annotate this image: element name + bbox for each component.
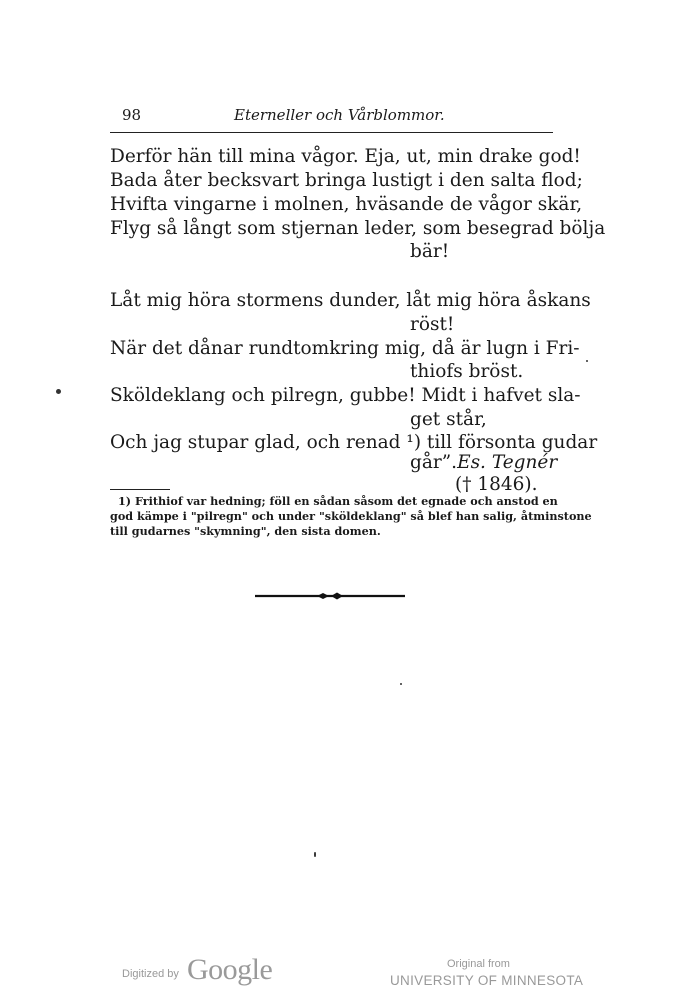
signature-line xyxy=(410,452,557,473)
verse-line: Bada åter becksvart bringa lustigt i den salta flod; xyxy=(110,170,583,191)
verse-line: Flyg så långt som stjernan leder, som besegrad bölja xyxy=(110,218,606,239)
verse-line-continuation: get står, xyxy=(410,409,487,430)
print-speck xyxy=(400,683,402,685)
digitized-by-label: Digitized by xyxy=(122,968,179,980)
verse-line: Och jag stupar glad, och renad ¹) till försonta gudar xyxy=(110,432,598,453)
verse-line: När det dånar rundtomkring mig, då är lugn i Fri- xyxy=(110,338,580,359)
footnote-rule xyxy=(110,489,170,490)
university-label: UNIVERSITY OF MINNESOTA xyxy=(390,973,584,988)
footnote-line: till gudarnes "skymning", den sista domen. xyxy=(110,524,381,538)
header-rule xyxy=(110,132,553,133)
google-logo: Google xyxy=(187,953,273,986)
verse-line: Hvifta vingarne i molnen, hväsande de vågor skär, xyxy=(110,194,583,215)
verse-line: Låt mig höra stormens dunder, låt mig höra åskans xyxy=(110,290,591,311)
verse-line: Sköldeklang och pilregn, gubbe! Midt i hafvet sla- xyxy=(110,385,581,406)
verse-line-continuation: bär! xyxy=(410,241,450,262)
footnote-line: god kämpe i "pilregn" och under "sköldeklang" så blef han salig, åtminstone xyxy=(110,509,592,523)
ornament-divider xyxy=(255,590,405,602)
print-speck xyxy=(56,389,61,394)
verse-end: går”. xyxy=(410,452,458,473)
footnote-line: 1) Frithiof var hedning; föll en sådan såsom det egnade och anstod en xyxy=(118,494,558,508)
page-number: 98 xyxy=(122,106,142,124)
verse-line: Derför hän till mina vågor. Eja, ut, min drake god! xyxy=(110,146,581,167)
print-speck xyxy=(314,852,316,857)
verse-line-continuation: thiofs bröst. xyxy=(410,361,524,382)
verse-line-continuation: röst! xyxy=(410,314,455,335)
original-from-label: Original from xyxy=(447,958,510,970)
author-signature: Es. Tegnér xyxy=(457,452,558,473)
running-title: Eterneller och Vårblommor. xyxy=(234,106,445,124)
print-speck xyxy=(586,360,588,362)
author-date: († 1846). xyxy=(455,474,538,495)
